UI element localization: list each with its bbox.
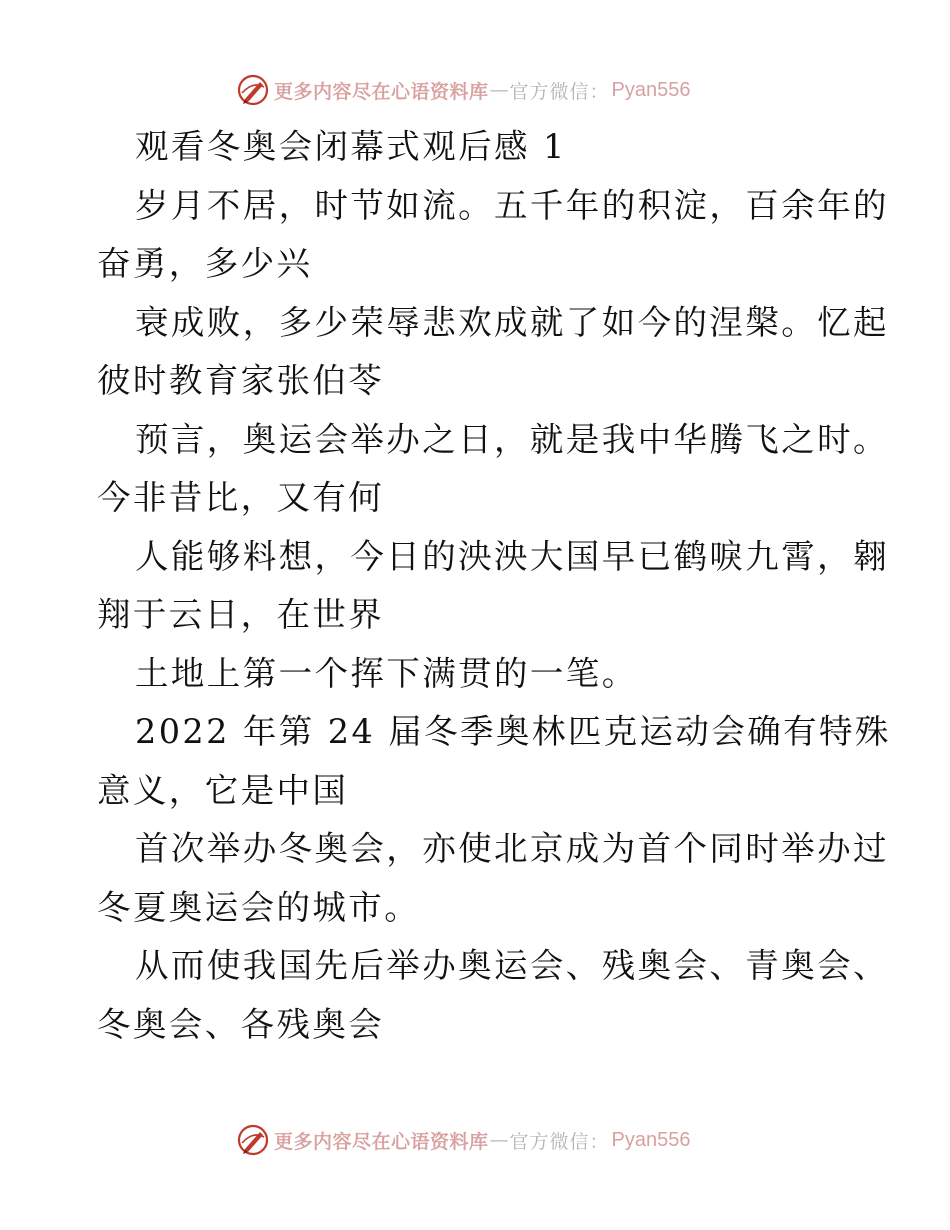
doc-line-6: 预言，奥运会举办之日，就是我中华腾飞之时。 <box>135 419 889 459</box>
doc-line-4: 衰成败，多少荣辱悲欢成就了如今的涅槃。忆起 <box>135 302 889 342</box>
footer-banner-wechat-id: Pyan556 <box>611 1128 691 1151</box>
document-body <box>97 118 891 1054</box>
doc-line-2: 岁月不居，时节如流。五千年的积淀，百余年的 <box>135 185 889 225</box>
doc-line-1: 观看冬奥会闭幕式观后感 1 <box>135 127 567 166</box>
banner-wechat-label: 官方微信： <box>509 80 610 103</box>
doc-line-3: 奋勇，多少兴 <box>97 244 313 283</box>
pen-globe-logo-icon <box>236 73 270 107</box>
footer-banner-wechat-label: 官方微信： <box>509 1130 610 1153</box>
banner-wechat-id: Pyan556 <box>611 78 691 101</box>
doc-line-11: 2022 年第 24 届冬季奥林匹克运动会确有特殊 <box>135 712 891 751</box>
doc-line-10: 土地上第一个挥下满贯的一笔。 <box>135 653 638 693</box>
pen-globe-logo-icon <box>236 1123 270 1157</box>
footer-banner-separator: — <box>489 1129 509 1151</box>
doc-line-12: 意义，它是中国 <box>97 770 349 810</box>
banner-title: 更多内容尽在心语资料库 <box>274 80 489 103</box>
footer-banner-title: 更多内容尽在心语资料库 <box>274 1130 489 1153</box>
doc-line-13: 首次举办冬奥会，亦使北京成为首个同时举办过 <box>135 829 889 868</box>
doc-line-14: 冬夏奥运会的城市。 <box>97 887 421 927</box>
banner-separator: — <box>489 79 509 101</box>
doc-line-7: 今非昔比，又有何 <box>97 478 385 517</box>
footer-banner <box>236 1122 691 1158</box>
doc-line-5: 彼时教育家张伯苓 <box>97 361 385 400</box>
header-banner <box>236 72 691 108</box>
doc-line-9: 翔于云日，在世界 <box>97 595 385 634</box>
doc-line-16: 冬奥会、各残奥会 <box>97 1004 385 1044</box>
doc-line-8: 人能够料想，今日的泱泱大国早已鹤唳九霄，翱 <box>135 536 889 576</box>
doc-line-15: 从而使我国先后举办奥运会、残奥会、青奥会、 <box>135 946 889 985</box>
